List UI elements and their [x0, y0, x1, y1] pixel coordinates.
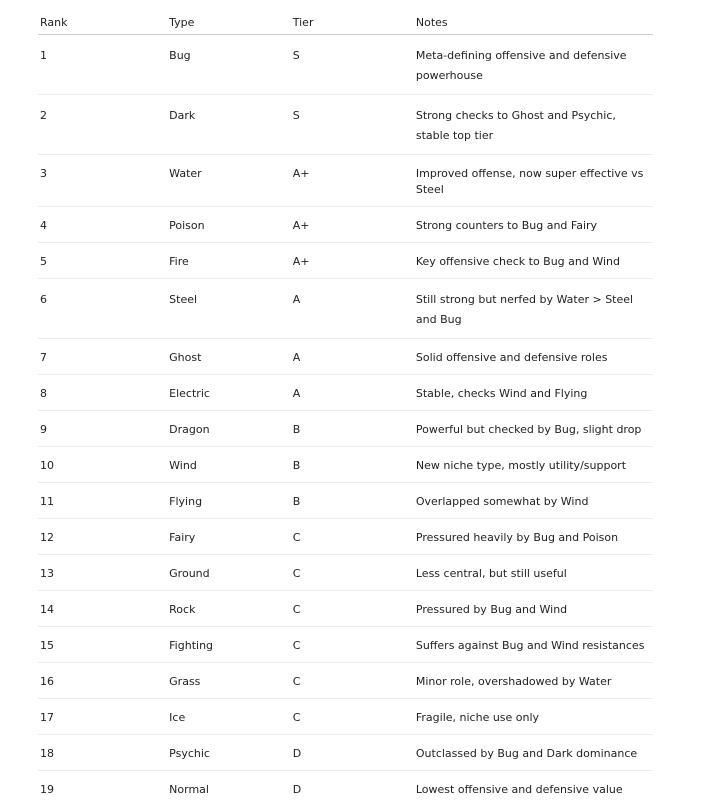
notes-cell: Outclassed by Bug and Dark dominance: [414, 735, 653, 771]
rank-cell: 10: [38, 447, 167, 483]
notes-cell: Strong checks to Ghost and Psychic, stable top tier: [414, 95, 653, 155]
table-row: [38, 699, 653, 735]
notes-cell: New niche type, mostly utility/support: [414, 447, 653, 483]
tier-cell: C: [291, 555, 414, 591]
tier-cell: B: [291, 483, 414, 519]
rank-cell: 6: [38, 279, 167, 339]
rank-cell: 7: [38, 339, 167, 375]
tier-cell: A: [291, 339, 414, 375]
tier-cell: C: [291, 627, 414, 663]
type-cell: Water: [167, 155, 291, 207]
rank-cell: 14: [38, 591, 167, 627]
type-cell: Wind: [167, 447, 291, 483]
table-row: [38, 555, 653, 591]
table-row: [38, 519, 653, 555]
table-row: [38, 591, 653, 627]
table-row: [38, 411, 653, 447]
type-cell: Dark: [167, 95, 291, 155]
type-cell: Fighting: [167, 627, 291, 663]
rank-cell: 5: [38, 243, 167, 279]
rank-cell: 12: [38, 519, 167, 555]
column-header-notes: Notes: [414, 13, 653, 35]
table-row: [38, 627, 653, 663]
tier-cell: A: [291, 279, 414, 339]
type-cell: Dragon: [167, 411, 291, 447]
notes-cell: Key offensive check to Bug and Wind: [414, 243, 653, 279]
notes-cell: Pressured heavily by Bug and Poison: [414, 519, 653, 555]
table-body: [38, 35, 653, 806]
notes-cell: Solid offensive and defensive roles: [414, 339, 653, 375]
rank-cell: 15: [38, 627, 167, 663]
rank-cell: 13: [38, 555, 167, 591]
notes-cell: Meta-defining offensive and defensive powerhouse: [414, 35, 653, 95]
type-cell: Electric: [167, 375, 291, 411]
type-cell: Ice: [167, 699, 291, 735]
rank-cell: 4: [38, 207, 167, 243]
rank-cell: 16: [38, 663, 167, 699]
table-header: [38, 13, 653, 35]
notes-cell: Minor role, overshadowed by Water: [414, 663, 653, 699]
rank-cell: 2: [38, 95, 167, 155]
rank-cell: 19: [38, 771, 167, 806]
tier-cell: A+: [291, 243, 414, 279]
table-row: [38, 207, 653, 243]
notes-cell: Pressured by Bug and Wind: [414, 591, 653, 627]
type-tier-table: [38, 13, 653, 806]
table-row: [38, 483, 653, 519]
tier-cell: D: [291, 771, 414, 806]
tier-cell: C: [291, 663, 414, 699]
table-row: [38, 375, 653, 411]
table-row: [38, 279, 653, 339]
notes-cell: Overlapped somewhat by Wind: [414, 483, 653, 519]
type-cell: Flying: [167, 483, 291, 519]
column-header-rank: Rank: [38, 13, 167, 35]
notes-cell: Lowest offensive and defensive value: [414, 771, 653, 806]
rank-cell: 17: [38, 699, 167, 735]
type-cell: Grass: [167, 663, 291, 699]
rank-cell: 18: [38, 735, 167, 771]
type-cell: Poison: [167, 207, 291, 243]
tier-cell: A+: [291, 207, 414, 243]
tier-cell: S: [291, 95, 414, 155]
table-row: [38, 155, 653, 207]
tier-cell: B: [291, 447, 414, 483]
rank-cell: 1: [38, 35, 167, 95]
rank-cell: 9: [38, 411, 167, 447]
tier-cell: D: [291, 735, 414, 771]
notes-cell: Still strong but nerfed by Water > Steel and Bug: [414, 279, 653, 339]
table-row: [38, 243, 653, 279]
type-cell: Fairy: [167, 519, 291, 555]
notes-cell: Strong counters to Bug and Fairy: [414, 207, 653, 243]
type-cell: Normal: [167, 771, 291, 806]
tier-cell: S: [291, 35, 414, 95]
tier-cell: C: [291, 699, 414, 735]
table-row: [38, 95, 653, 155]
type-cell: Ghost: [167, 339, 291, 375]
column-header-type: Type: [167, 13, 291, 35]
notes-cell: Fragile, niche use only: [414, 699, 653, 735]
table-row: [38, 771, 653, 806]
tier-cell: C: [291, 519, 414, 555]
type-cell: Fire: [167, 243, 291, 279]
column-header-tier: Tier: [291, 13, 414, 35]
tier-cell: B: [291, 411, 414, 447]
table-row: [38, 35, 653, 95]
header-row: [38, 13, 653, 35]
notes-cell: Stable, checks Wind and Flying: [414, 375, 653, 411]
type-cell: Bug: [167, 35, 291, 95]
table-row: [38, 447, 653, 483]
type-cell: Ground: [167, 555, 291, 591]
tier-cell: A: [291, 375, 414, 411]
notes-cell: Improved offense, now super effective vs Steel: [414, 155, 653, 207]
table-row: [38, 735, 653, 771]
tier-cell: C: [291, 591, 414, 627]
tier-cell: A+: [291, 155, 414, 207]
table-row: [38, 663, 653, 699]
rank-cell: 3: [38, 155, 167, 207]
notes-cell: Less central, but still useful: [414, 555, 653, 591]
rank-cell: 8: [38, 375, 167, 411]
notes-cell: Powerful but checked by Bug, slight drop: [414, 411, 653, 447]
notes-cell: Suffers against Bug and Wind resistances: [414, 627, 653, 663]
rank-cell: 11: [38, 483, 167, 519]
table-row: [38, 339, 653, 375]
type-cell: Steel: [167, 279, 291, 339]
type-cell: Rock: [167, 591, 291, 627]
type-cell: Psychic: [167, 735, 291, 771]
